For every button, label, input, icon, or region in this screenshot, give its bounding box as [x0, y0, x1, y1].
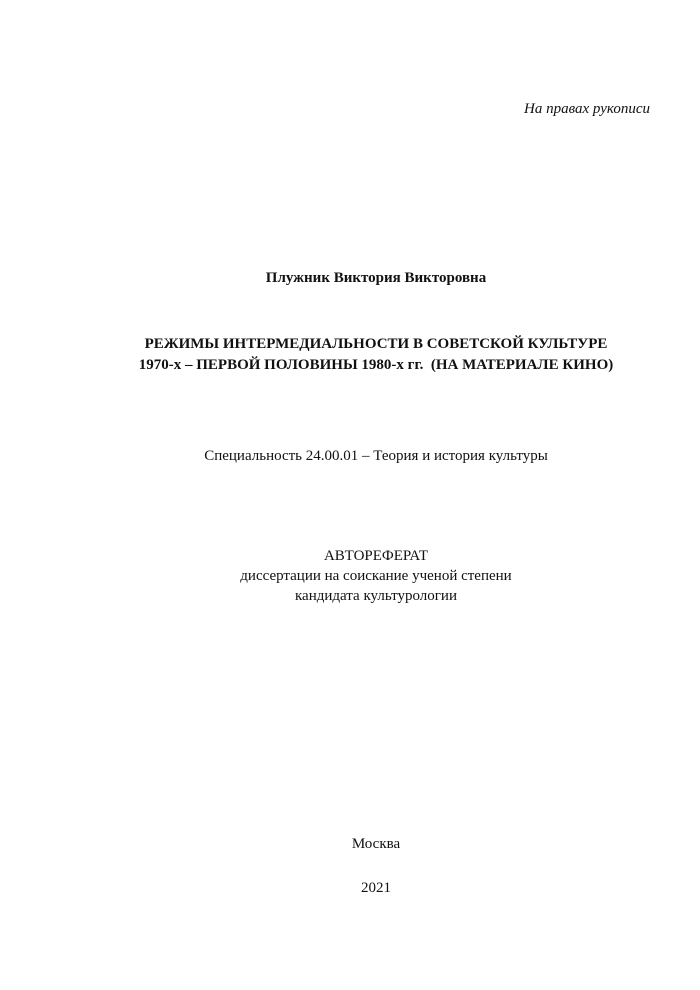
abstract-line-2: кандидата культурологии [295, 588, 457, 604]
abstract-line-1: диссертации на соискание ученой степени [240, 568, 512, 584]
manuscript-note: На правах рукописи [524, 101, 650, 117]
abstract-block [0, 546, 700, 606]
year: 2021 [361, 880, 391, 896]
specialty-line: Специальность 24.00.01 – Теория и история культуры [204, 448, 548, 464]
dissertation-title [0, 334, 700, 376]
title-line-1: РЕЖИМЫ ИНТЕРМЕДИАЛЬНОСТИ В СОВЕТСКОЙ КУЛЬТУРЕ [144, 336, 608, 352]
title-line-2: 1970-х – ПЕРВОЙ ПОЛОВИНЫ 1980-х гг. (НА МАТЕРИАЛЕ КИНО) [138, 357, 614, 373]
city: Москва [351, 836, 401, 852]
abstract-heading: АВТОРЕФЕРАТ [323, 548, 429, 564]
author-name: Плужник Виктория Викторовна [265, 270, 487, 286]
